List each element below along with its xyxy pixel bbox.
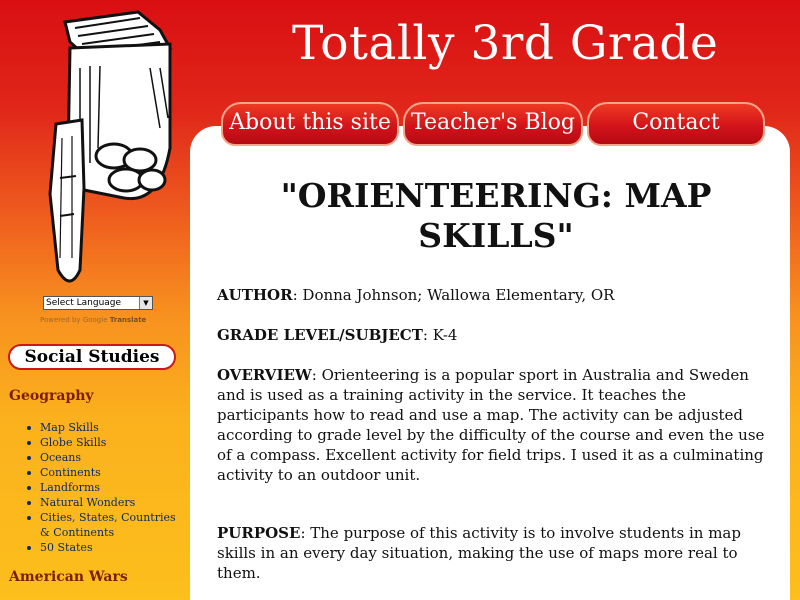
powered-by-google-translate[interactable] — [40, 316, 146, 324]
purpose-paragraph — [217, 523, 767, 583]
powered-by-label: Powered by — [40, 316, 81, 324]
social-studies-badge[interactable]: Social Studies — [8, 344, 176, 370]
page-title-line2: SKILLS" — [418, 216, 574, 255]
nav-item-landforms[interactable]: Landforms — [24, 480, 176, 495]
grade-value: : K-4 — [422, 326, 458, 344]
tab-contact[interactable]: Contact — [587, 102, 765, 146]
nav-item-cities-line2: & Continents — [40, 526, 115, 539]
overview-value: : Orienteering is a popular sport in Australia and Sweden and is used as a training activity in the service. It teaches the participants how to read and use a map. The activity can be adjusted according to grade level by the difficulty of the course and even the use of a compass. Excellent activity for field trips. I used it as a culminating activity to an outdoor unit. — [217, 366, 765, 484]
page-title — [236, 176, 756, 256]
tab-teachers-blog[interactable]: Teacher's Blog — [403, 102, 583, 146]
geography-list — [24, 420, 176, 555]
author-label: AUTHOR — [217, 286, 293, 304]
author-paragraph — [217, 285, 777, 305]
purpose-label: PURPOSE — [217, 524, 301, 542]
author-value: : Donna Johnson; Wallowa Elementary, OR — [292, 286, 615, 304]
american-wars-heading[interactable]: American Wars — [9, 569, 128, 585]
nav-item-oceans[interactable]: Oceans — [24, 450, 176, 465]
geography-heading[interactable]: Geography — [9, 388, 94, 404]
page-title-line1: "ORIENTEERING: MAP — [280, 176, 712, 215]
nav-item-continents[interactable]: Continents — [24, 465, 176, 480]
nav-item-cities-states-countries[interactable] — [24, 510, 176, 540]
nav-item-cities-line1: Cities, States, Countries — [40, 511, 176, 524]
purpose-value: : The purpose of this activity is to involve students in map skills in an every day situation, making the use of maps more real to them. — [217, 524, 741, 582]
tab-about-this-site[interactable]: About this site — [221, 102, 399, 146]
overview-paragraph — [217, 365, 767, 485]
overview-label: OVERVIEW — [217, 366, 312, 384]
language-select[interactable] — [43, 296, 153, 310]
nav-item-50-states[interactable]: 50 States — [24, 540, 176, 555]
site-title[interactable]: Totally 3rd Grade — [292, 16, 719, 71]
language-select-value: Select Language — [46, 298, 122, 308]
grade-paragraph — [217, 325, 777, 345]
pointing-hand-icon — [20, 8, 180, 288]
nav-item-natural-wonders[interactable]: Natural Wonders — [24, 495, 176, 510]
nav-item-map-skills[interactable]: Map Skills — [24, 420, 176, 435]
google-label: Google — [82, 316, 108, 324]
grade-label: GRADE LEVEL/SUBJECT — [217, 326, 423, 344]
nav-item-globe-skills[interactable]: Globe Skills — [24, 435, 176, 450]
translate-label: Translate — [109, 316, 147, 324]
chevron-down-icon[interactable]: ▼ — [139, 297, 152, 309]
